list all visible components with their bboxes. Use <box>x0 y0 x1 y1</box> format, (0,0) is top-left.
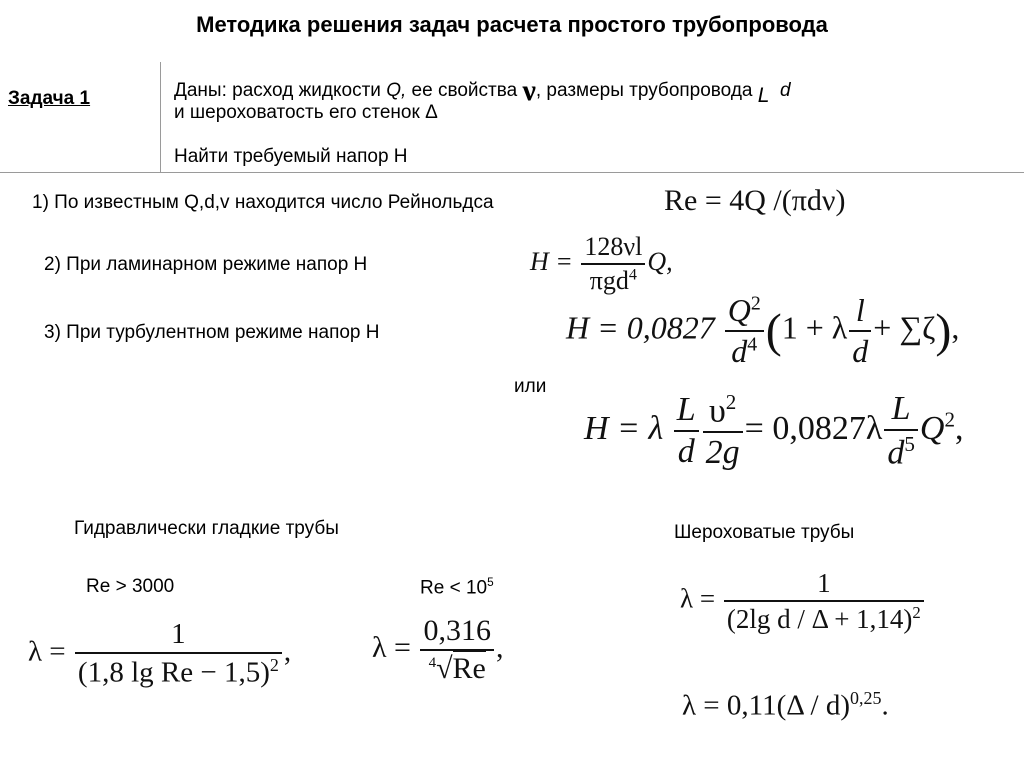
fD-lhs: λ = 0,11 <box>682 689 777 722</box>
smooth-condition-1: Re > 3000 <box>86 576 175 597</box>
f3-num-exp: 2 <box>750 292 761 315</box>
fB-lhs: λ = <box>372 630 411 664</box>
f3-den <box>725 330 764 370</box>
fA-fraction <box>75 618 282 690</box>
f3-fraction <box>725 292 764 370</box>
step-1-text: 1) По известным Q,d,v находится число Рейнольдса <box>32 192 494 213</box>
rough-formula-prandtl <box>680 568 926 635</box>
page-title: Методика решения задач расчета простого трубопровода <box>196 12 828 37</box>
f4-f2-num <box>703 390 743 431</box>
fB-tail: , <box>495 630 504 664</box>
fA-den-exp: 2 <box>269 655 279 675</box>
f3-inner-num: l <box>855 292 865 328</box>
f3-den-text: d <box>731 333 748 369</box>
f3-inner1: 1 + λ <box>781 309 848 346</box>
f3-tail: , <box>951 309 960 346</box>
f4-fraction-3 <box>884 390 918 472</box>
f2-num: 128νl <box>584 232 643 261</box>
laminar-head-formula <box>530 232 673 296</box>
given-q: Q, <box>386 80 407 101</box>
or-text: или <box>514 376 547 397</box>
fC-lhs: λ = <box>680 583 716 614</box>
fD-tail: . <box>881 689 889 722</box>
f2-fraction <box>581 232 645 296</box>
f3-lhs: H = 0,0827 <box>566 309 715 346</box>
given-d: d <box>780 80 791 101</box>
turbulent-head-formula <box>566 292 959 370</box>
f3-open-paren: ( <box>765 304 782 358</box>
f4-f3-num: L <box>891 390 911 427</box>
f4-fraction-1 <box>674 391 699 471</box>
fB-root-sign: √ <box>436 652 453 685</box>
smooth-condition-2 <box>420 576 494 599</box>
f4-mid: = 0,0827λ <box>744 409 883 447</box>
f3-close-paren: ) <box>935 304 952 358</box>
f4-f2-num-exp: 2 <box>725 390 737 414</box>
vertical-divider <box>160 62 161 172</box>
find-line: Найти требуемый напор H <box>174 146 408 167</box>
f3-num-text: Q <box>727 292 751 328</box>
fD-body: (Δ / d) <box>776 689 851 722</box>
f2-lhs: H = <box>530 246 573 276</box>
f4-f2-num-text: υ <box>708 392 726 430</box>
reynolds-formula: Re = 4Q /(πdν) <box>664 184 846 217</box>
smooth-formula-blasius-range <box>28 618 291 690</box>
given-line-2: и шероховатость его стенок Δ <box>174 102 438 123</box>
rough-formula-shifrinson <box>682 688 889 723</box>
fA-lhs: λ = <box>28 635 66 668</box>
f2-den-exp: 4 <box>628 266 637 284</box>
fC-den-exp: 2 <box>912 603 921 622</box>
given-nu-symbol: ν <box>522 74 536 107</box>
given-L: L <box>757 84 770 107</box>
f4-f3-den-exp: 5 <box>904 432 915 456</box>
fD-exp: 0,25 <box>850 688 882 708</box>
step-3-text: 3) При турбулентном режиме напор H <box>44 322 380 343</box>
f3-den-exp: 4 <box>747 333 758 356</box>
fB-root-index: 4 <box>428 655 437 671</box>
fC-den <box>724 600 924 635</box>
smooth-cond2-text: Re < 10 <box>420 577 488 599</box>
fB-den-text: Re <box>452 652 486 685</box>
f2-tail: Q, <box>647 246 673 276</box>
rough-heading: Шероховатые трубы <box>674 522 855 543</box>
fB-fraction <box>420 614 494 686</box>
task-label: Задача 1 <box>8 88 91 109</box>
fB-num: 0,316 <box>423 614 491 647</box>
f4-lhs: H = λ <box>584 409 664 447</box>
horizontal-divider <box>0 172 1024 173</box>
f4-f1-den: d <box>674 430 699 471</box>
f4-tail: , <box>954 409 964 447</box>
fC-num: 1 <box>817 568 831 598</box>
f3-inner2: + ∑ζ <box>873 309 936 346</box>
fA-den-text: (1,8 lg Re − 1,5) <box>77 656 270 689</box>
turbulent-head-formula-2 <box>584 390 963 472</box>
given-dims: , размеры трубопровода <box>535 80 758 101</box>
f4-q-exp: 2 <box>944 407 955 432</box>
smooth-formula-blasius <box>372 614 503 686</box>
fA-num: 1 <box>171 618 186 650</box>
f4-q: Q <box>919 409 945 447</box>
f4-f1-num: L <box>676 391 696 429</box>
step-2-text: 2) При ламинарном режиме напор H <box>44 254 368 275</box>
fB-den <box>420 649 494 686</box>
f4-f3-den-text: d <box>887 434 905 472</box>
given-prefix: Даны: расход жидкости <box>174 80 387 101</box>
smooth-cond2-exp: 5 <box>487 576 494 589</box>
smooth-heading: Гидравлически гладкие трубы <box>74 518 339 539</box>
f4-f2-den: 2g <box>703 431 743 472</box>
f2-den-text: πgd <box>589 266 629 295</box>
fC-fraction <box>724 568 924 635</box>
f3-inner-den: d <box>849 330 871 370</box>
f4-f3-den <box>884 429 918 472</box>
fA-tail: , <box>283 635 292 668</box>
f3-num <box>725 292 764 330</box>
fA-den <box>75 652 282 690</box>
given-props: ее свойства <box>406 80 523 101</box>
f4-fraction-2 <box>703 390 743 472</box>
fC-den-text: (2lg d / Δ + 1,14) <box>726 604 913 634</box>
f3-inner-fraction <box>849 292 871 370</box>
